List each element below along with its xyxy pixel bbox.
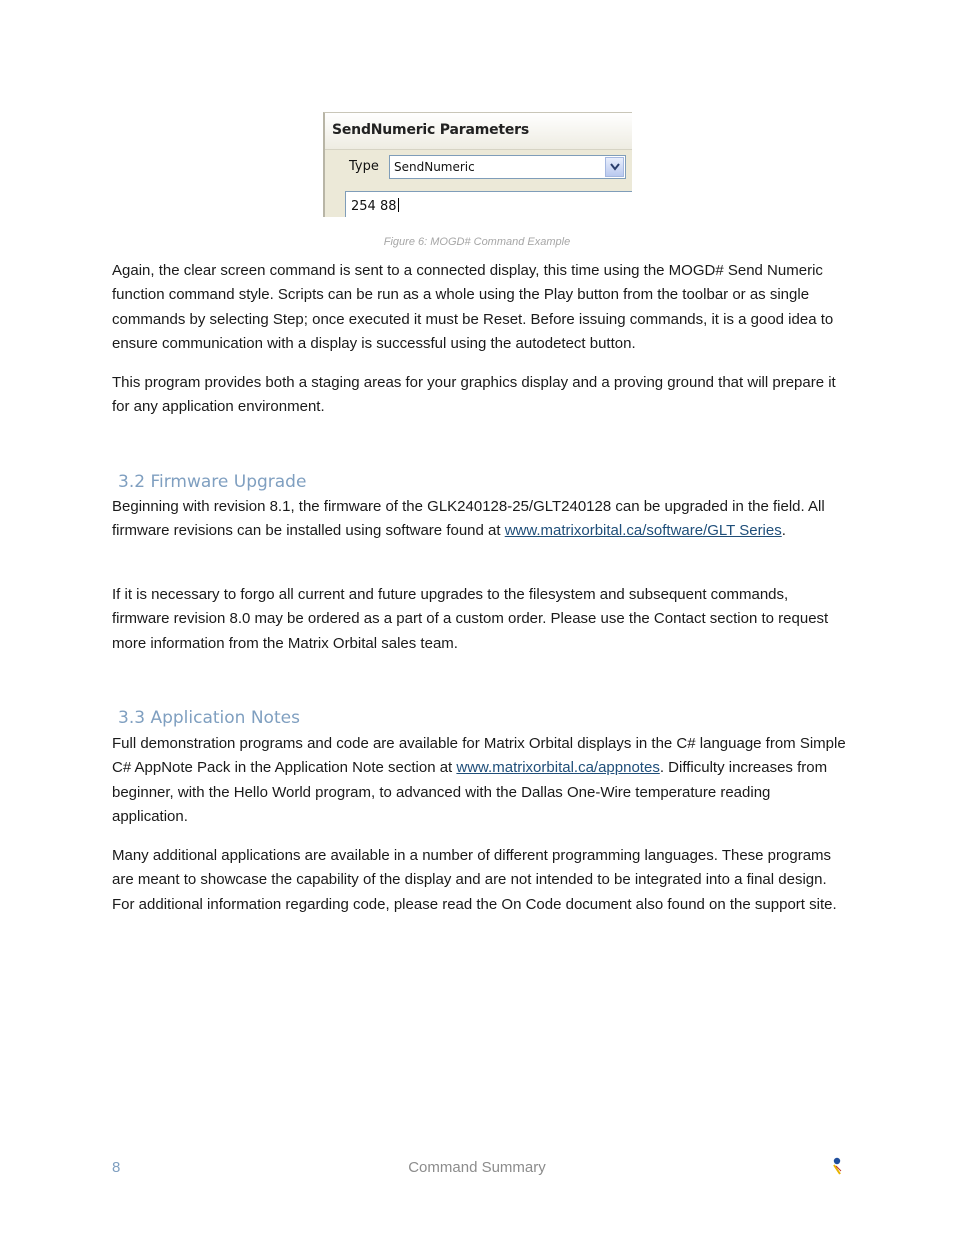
dialog-title: SendNumeric Parameters	[332, 122, 530, 138]
page-number: 8	[112, 1159, 121, 1176]
parameters-input[interactable]	[345, 191, 632, 217]
chevron-down-icon[interactable]	[605, 157, 624, 177]
parameters-input-value	[351, 198, 399, 214]
appnotes-paragraph-1	[112, 732, 847, 829]
firmware-paragraph-2: If it is necessary to forgo all current and future upgrades to the filesystem and subsequent commands, firmware revision 8.0 may be ordered as a part of a custom order. Please use the Contact section to request more information from the Matrix Orbital sales team.	[112, 586, 829, 652]
section-heading-application-notes: 3.3 Application Notes	[118, 708, 300, 728]
type-select-value: SendNumeric	[394, 160, 475, 174]
type-label: Type	[349, 159, 379, 174]
appnotes-paragraph-1-text: Full demonstration programs and code are available for Matrix Orbital displays in the C# language from Simple C# AppNote Pack in the Application Note section at	[112, 735, 846, 777]
text-caret	[398, 198, 399, 212]
dialog-title-bar	[325, 113, 632, 150]
matrix-orbital-logo-icon	[831, 1156, 843, 1181]
type-select[interactable]	[389, 155, 626, 179]
firmware-paragraph-1	[112, 495, 847, 544]
parameters-input-text: 254 88	[351, 199, 397, 214]
section-heading-firmware-upgrade: 3.2 Firmware Upgrade	[118, 472, 307, 492]
intro-paragraph-1: Again, the clear screen command is sent to a connected display, this time using the MOGD# Send Numeric function command style. Scripts can be run as a whole using the Play button from the toolbar or as single commands by selecting Step; once executed it must be Reset. Before issuing commands, it is a good idea to ensure communication with a display is successful using the autodetect button.	[112, 262, 834, 352]
intro-paragraph-2: This program provides both a staging areas for your graphics display and a proving ground that will prepare it for any application environment.	[112, 374, 836, 416]
firmware-paragraph-1-end: .	[781, 522, 786, 540]
appnotes-link[interactable]: www.matrixorbital.ca/appnotes	[456, 759, 660, 777]
dialog-screenshot-figure	[323, 112, 632, 217]
figure-caption: Figure 6: MOGD# Command Example	[383, 236, 571, 248]
firmware-paragraph-1-text: Beginning with revision 8.1, the firmware of the GLK240128-25/GLT240128 can be upgraded in the field. All firmware revisions can be installed using software found at	[112, 498, 825, 540]
footer-section-title: Command Summary	[408, 1159, 546, 1176]
appnotes-paragraph-1-end: . Difficulty increases from beginner, with the Hello World program, to advanced with the Dallas One-Wire temperature reading application.	[112, 759, 828, 825]
firmware-software-link[interactable]: www.matrixorbital.ca/software/GLT Series	[504, 522, 782, 540]
appnotes-paragraph-2: Many additional applications are available in a number of different programming languages. These programs are meant to showcase the capability of the display and are not intended to be integrated into a final design. For additional information regarding code, please read the On Code document also found on the support site.	[112, 847, 837, 913]
